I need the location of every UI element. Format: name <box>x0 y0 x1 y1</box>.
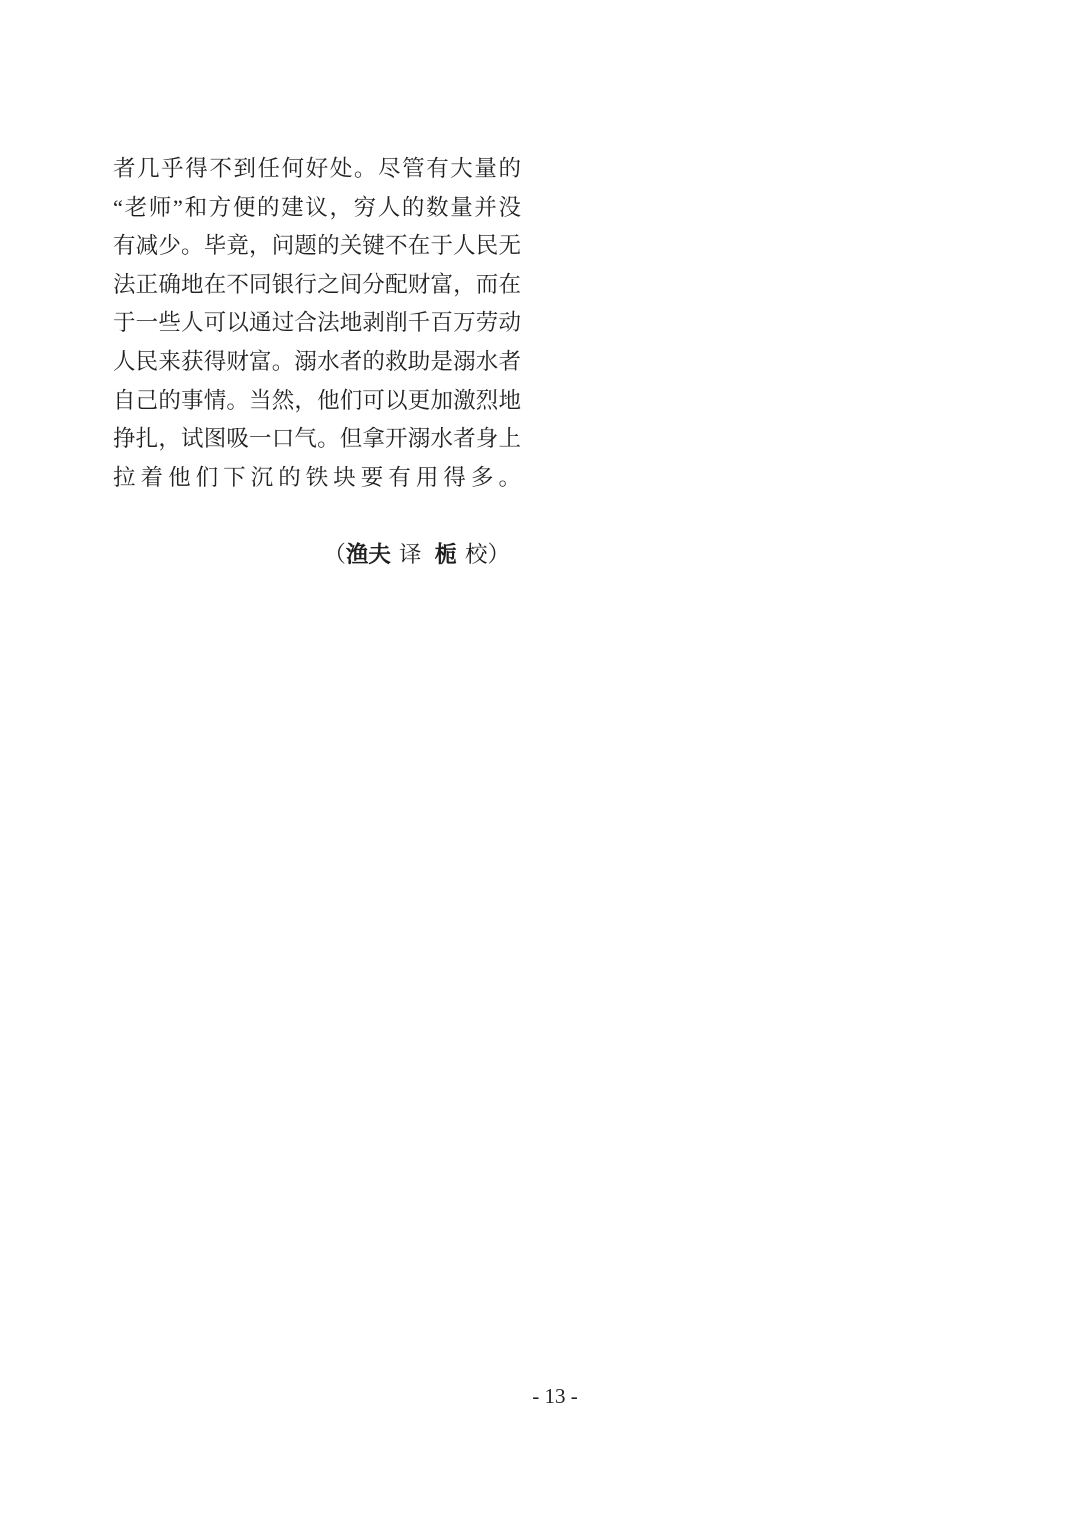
body-text-line: 人民来获得财富。溺水者的救助是溺水者 <box>113 348 521 374</box>
body-text-line: 者几乎得不到任何好处。尽管有大量的 <box>113 156 521 181</box>
proofreader-name: 栀 <box>434 541 457 567</box>
body-text-line: 拉着他们下沉的铁块要有用得多。 <box>113 464 521 490</box>
body-text-line: “老师”和方便的建议，穷人的数量并没 <box>113 194 521 220</box>
translator-name: 渔夫 <box>345 541 391 567</box>
body-text-line: 法正确地在不同银行之间分配财富，而在 <box>113 271 521 297</box>
body-text-line: 有减少。毕竟，问题的关键不在于人民无 <box>113 233 521 259</box>
body-text-line: 自己的事情。当然，他们可以更加激烈地 <box>113 387 521 413</box>
body-text-line: 挣扎，试图吸一口气。但拿开溺水者身上 <box>113 426 521 452</box>
body-text-column <box>113 150 521 575</box>
page-number: - 13 - <box>532 1384 578 1408</box>
credit-close-paren: ） <box>487 541 510 567</box>
credit-open-paren: （ <box>323 541 346 567</box>
blank-line-spacer <box>113 497 521 536</box>
proofreader-role-label: 校 <box>464 541 488 567</box>
body-text-line: 于一些人可以通过合法地剥削千百万劳动 <box>113 310 521 336</box>
translator-credit <box>113 536 521 575</box>
translator-role-label: 译 <box>398 541 422 567</box>
